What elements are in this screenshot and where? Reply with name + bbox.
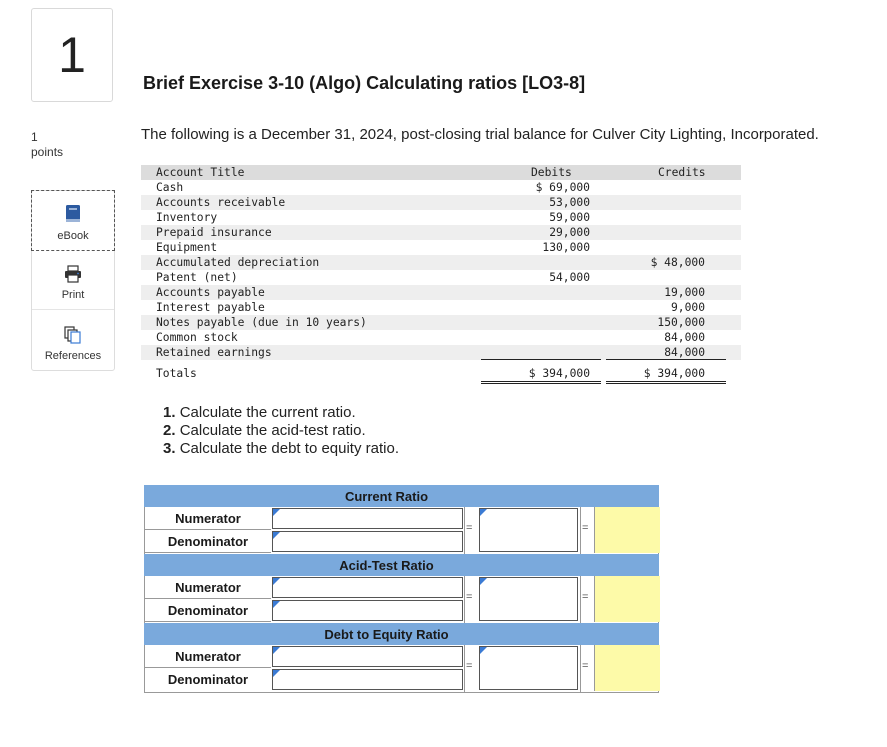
trial-balance-row: [141, 330, 741, 345]
account-title: Accounts payable: [156, 286, 265, 299]
trial-balance-row: [141, 255, 741, 270]
task-list: [163, 404, 399, 458]
header-account-title: Account Title: [156, 166, 245, 179]
header-credits: Credits: [658, 166, 706, 179]
debt-to-equity-answer-cell: [594, 645, 660, 691]
references-label: References: [44, 350, 102, 362]
book-icon: [64, 204, 82, 224]
credit-value: $ 48,000: [650, 256, 705, 269]
numerator-label: Numerator: [145, 645, 271, 668]
equals-sign: =: [582, 522, 589, 534]
header-debits: Debits: [531, 166, 572, 179]
trial-balance-row: [141, 315, 741, 330]
task-item: 1. Calculate the current ratio.: [163, 404, 356, 421]
account-title: Interest payable: [156, 301, 265, 314]
credit-value: 84,000: [664, 346, 705, 359]
credit-value: 19,000: [664, 286, 705, 299]
printer-icon: [64, 265, 82, 283]
trial-balance-row: [141, 195, 741, 210]
account-title: Accounts receivable: [156, 196, 286, 209]
debit-value: 53,000: [549, 196, 590, 209]
current-ratio-numerator-input[interactable]: [272, 508, 463, 529]
trial-balance-totals: [141, 366, 741, 381]
credit-value: 150,000: [657, 316, 705, 329]
account-title: Common stock: [156, 331, 238, 344]
account-title: Prepaid insurance: [156, 226, 272, 239]
denominator-label: Denominator: [145, 599, 271, 622]
debit-value: 54,000: [549, 271, 590, 284]
debt-to-equity-header: Debt to Equity Ratio: [144, 623, 659, 645]
current-ratio-header: Current Ratio: [144, 485, 659, 507]
account-title: Cash: [156, 181, 184, 194]
task-item: 2. Calculate the acid-test ratio.: [163, 422, 366, 439]
current-ratio-denominator-input[interactable]: [272, 531, 463, 552]
current-ratio-answer-cell: [594, 507, 660, 553]
divider: [580, 507, 581, 554]
numerator-label: Numerator: [145, 576, 271, 599]
debt-to-equity-denominator-input[interactable]: [272, 669, 463, 690]
credit-value: 84,000: [664, 331, 705, 344]
trial-balance-table: [141, 165, 741, 381]
trial-balance-row: [141, 240, 741, 255]
ratio-worksheet: [144, 485, 659, 693]
account-title: Retained earnings: [156, 346, 272, 359]
trial-balance-row: [141, 285, 741, 300]
debit-value: 59,000: [549, 211, 590, 224]
current-ratio-row: [144, 507, 659, 554]
totals-label: Totals: [156, 367, 197, 380]
debit-value: $ 69,000: [535, 181, 590, 194]
question-title: Brief Exercise 3-10 (Algo) Calculating ratios [LO3-8]: [143, 73, 586, 93]
task-item: 3. Calculate the debt to equity ratio.: [163, 440, 399, 457]
trial-balance-row: [141, 180, 741, 195]
divider: [464, 507, 465, 554]
trial-balance-row: [141, 300, 741, 315]
print-button[interactable]: [32, 250, 114, 310]
account-title: Patent (net): [156, 271, 238, 284]
debt-to-equity-row: [144, 645, 659, 693]
ebook-label: eBook: [57, 230, 89, 242]
acid-test-ratio-header: Acid-Test Ratio: [144, 554, 659, 576]
question-intro: The following is a December 31, 2024, post-closing trial balance for Culver City Lighting, Incorporated.: [141, 126, 819, 143]
credit-value: 9,000: [670, 301, 705, 314]
acid-test-ratio-row: [144, 576, 659, 623]
ebook-button[interactable]: [31, 190, 115, 251]
account-title: Equipment: [156, 241, 218, 254]
print-label: Print: [61, 289, 85, 301]
references-button[interactable]: [32, 310, 114, 370]
question-number: 1: [58, 27, 86, 83]
debit-value: 130,000: [542, 241, 590, 254]
references-icon: [64, 326, 82, 344]
account-title: Accumulated depreciation: [156, 256, 320, 269]
equals-sign: =: [466, 591, 473, 603]
trial-balance-row: [141, 345, 741, 360]
numerator-label: Numerator: [145, 507, 271, 530]
tools-panel: [31, 190, 115, 371]
trial-balance-row: [141, 210, 741, 225]
debit-value: 29,000: [549, 226, 590, 239]
equals-sign: =: [582, 591, 589, 603]
divider: [464, 576, 465, 623]
acid-test-answer-cell: [594, 576, 660, 622]
acid-test-denominator-input[interactable]: [272, 600, 463, 621]
debt-to-equity-numerator-input[interactable]: [272, 646, 463, 667]
account-title: Notes payable (due in 10 years): [156, 316, 367, 329]
debit-rule: [481, 359, 601, 360]
denominator-label: Denominator: [145, 530, 271, 553]
trial-balance-row: [141, 270, 741, 285]
equals-sign: =: [466, 522, 473, 534]
points-value: 1: [31, 130, 38, 144]
equals-sign: =: [466, 660, 473, 672]
points-info: [31, 130, 63, 160]
divider: [464, 645, 465, 692]
divider: [580, 576, 581, 623]
current-ratio-result-input[interactable]: [479, 508, 578, 552]
points-label: points: [31, 145, 64, 159]
credit-double-rule: [606, 381, 726, 386]
credit-rule: [606, 359, 726, 360]
totals-debit: $ 394,000: [528, 367, 590, 380]
totals-credit: $ 394,000: [643, 367, 705, 380]
denominator-label: Denominator: [167, 672, 249, 687]
trial-balance-row: [141, 225, 741, 240]
debt-to-equity-result-input[interactable]: [479, 646, 578, 690]
equals-sign: =: [582, 660, 589, 672]
account-title: Inventory: [156, 211, 218, 224]
divider: [580, 645, 581, 692]
trial-balance-header: [141, 165, 741, 180]
debit-double-rule: [481, 381, 601, 386]
acid-test-numerator-input[interactable]: [272, 577, 463, 598]
question-number-box: [31, 8, 113, 102]
acid-test-result-input[interactable]: [479, 577, 578, 621]
